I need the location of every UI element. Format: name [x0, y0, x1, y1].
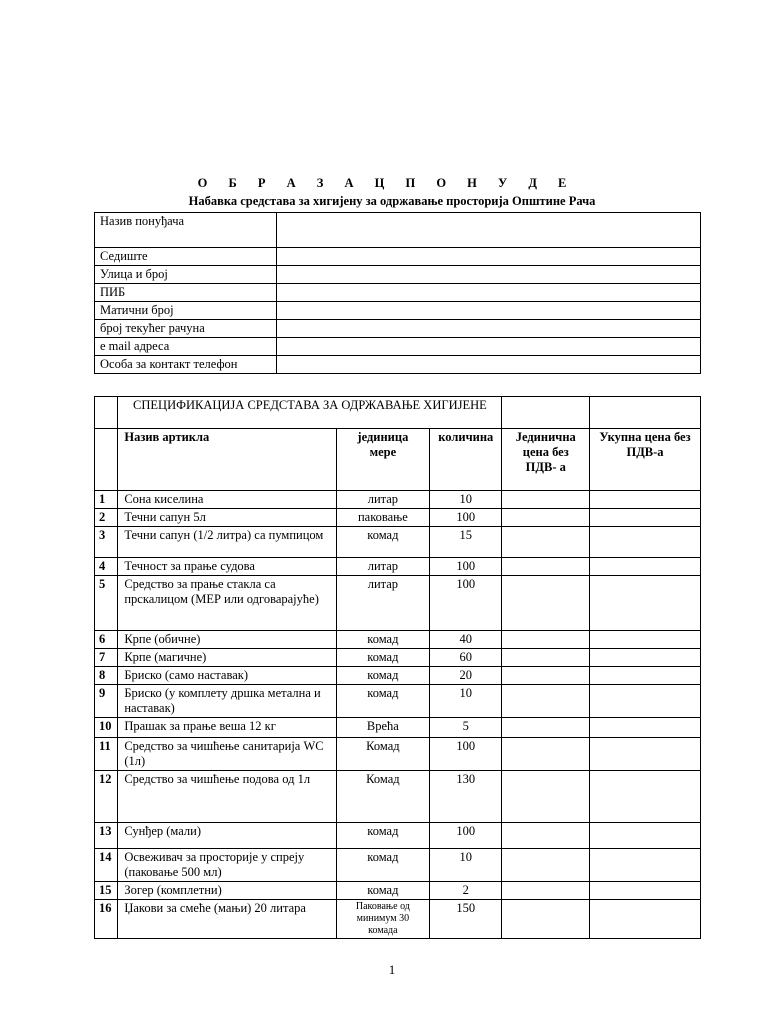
table-row — [95, 667, 701, 685]
info-value-cell[interactable] — [277, 266, 701, 284]
item-number: 15 — [95, 882, 118, 900]
table-row — [95, 631, 701, 649]
item-name: Средство за прање стакла са прскалицом (МЕР или одговарајуће) — [118, 576, 336, 631]
table-row — [95, 823, 701, 849]
item-number: 13 — [95, 823, 118, 849]
item-unit: комад — [336, 649, 429, 667]
item-unit: Врећа — [336, 718, 429, 738]
item-name: Течност за прање судова — [118, 558, 336, 576]
item-total-price-cell[interactable] — [590, 685, 701, 718]
item-unit-price-cell[interactable] — [502, 771, 590, 823]
info-label: број текућег рачуна — [95, 320, 277, 338]
item-quantity: 100 — [430, 823, 502, 849]
item-total-price-cell[interactable] — [590, 771, 701, 823]
specification-table — [94, 396, 701, 939]
table-row — [95, 576, 701, 631]
table-row — [95, 527, 701, 558]
item-number: 14 — [95, 849, 118, 882]
form-subtitle: Набавка средстава за хигијену за одржавање просторија Општине Рача — [188, 194, 596, 208]
item-quantity: 100 — [430, 576, 502, 631]
item-number: 6 — [95, 631, 118, 649]
item-unit-price-cell[interactable] — [502, 823, 590, 849]
col-header-unit-price: Јединична цена без ПДВ- а — [502, 429, 590, 491]
item-quantity: 10 — [430, 849, 502, 882]
item-number: 4 — [95, 558, 118, 576]
table-row — [95, 509, 701, 527]
item-name: Крпе (магичне) — [118, 649, 336, 667]
item-quantity: 5 — [430, 718, 502, 738]
item-name: Прашак за прање веша 12 кг — [118, 718, 336, 738]
item-unit: комад — [336, 882, 429, 900]
item-unit-price-cell[interactable] — [502, 738, 590, 771]
item-total-price-cell[interactable] — [590, 558, 701, 576]
item-unit: комад — [336, 631, 429, 649]
item-quantity: 100 — [430, 558, 502, 576]
info-value-cell[interactable] — [277, 284, 701, 302]
bidder-info-table — [94, 212, 701, 374]
item-quantity: 10 — [430, 491, 502, 509]
info-label: Особа за контакт телефон — [95, 356, 277, 374]
item-total-price-cell[interactable] — [590, 823, 701, 849]
item-number: 3 — [95, 527, 118, 558]
info-label: Матични број — [95, 302, 277, 320]
col-header-unit: јединица мере — [336, 429, 429, 491]
item-name: Сона киселина — [118, 491, 336, 509]
table-row — [95, 882, 701, 900]
item-total-price-cell[interactable] — [590, 718, 701, 738]
table-row — [95, 738, 701, 771]
table-row — [95, 491, 701, 509]
item-number: 1 — [95, 491, 118, 509]
item-total-price-cell[interactable] — [590, 491, 701, 509]
item-quantity: 40 — [430, 631, 502, 649]
item-number: 10 — [95, 718, 118, 738]
item-total-price-cell[interactable] — [590, 738, 701, 771]
item-quantity: 130 — [430, 771, 502, 823]
item-unit: литар — [336, 576, 429, 631]
item-unit-price-cell[interactable] — [502, 509, 590, 527]
item-name: Течни сапун (1/2 литра) са пумпицом — [118, 527, 336, 558]
spec-heading: СПЕЦИФИКАЦИЈА СРЕДСТАВА ЗА ОДРЖАВАЊЕ ХИГИЈЕНЕ — [118, 397, 502, 429]
item-quantity: 60 — [430, 649, 502, 667]
item-unit-price-cell[interactable] — [502, 849, 590, 882]
info-label: ПИБ — [95, 284, 277, 302]
item-number: 2 — [95, 509, 118, 527]
item-total-price-cell[interactable] — [590, 882, 701, 900]
item-unit-price-cell[interactable] — [502, 882, 590, 900]
info-value-cell[interactable] — [277, 248, 701, 266]
item-unit: комад — [336, 527, 429, 558]
table-row — [95, 685, 701, 718]
spec-heading-blank — [502, 397, 590, 429]
item-total-price-cell[interactable] — [590, 667, 701, 685]
item-name: Зогер (комплетни) — [118, 882, 336, 900]
item-number: 12 — [95, 771, 118, 823]
item-unit-price-cell[interactable] — [502, 527, 590, 558]
item-unit: комад — [336, 667, 429, 685]
item-unit-price-cell[interactable] — [502, 491, 590, 509]
item-quantity: 2 — [430, 882, 502, 900]
item-quantity: 100 — [430, 738, 502, 771]
item-name: Течни сапун 5л — [118, 509, 336, 527]
page-number: 1 — [388, 962, 396, 977]
item-total-price-cell[interactable] — [590, 649, 701, 667]
item-unit: комад — [336, 685, 429, 718]
item-unit: литар — [336, 558, 429, 576]
item-unit: комад — [336, 849, 429, 882]
info-value-cell[interactable] — [277, 338, 701, 356]
item-unit-price-cell[interactable] — [502, 900, 590, 939]
item-total-price-cell[interactable] — [590, 900, 701, 939]
table-row — [95, 849, 701, 882]
col-header-total: Укупна цена без ПДВ-а — [590, 429, 701, 491]
info-value-cell[interactable] — [277, 302, 701, 320]
info-label: Седиште — [95, 248, 277, 266]
item-quantity: 20 — [430, 667, 502, 685]
item-number: 8 — [95, 667, 118, 685]
info-value-cell[interactable] — [277, 213, 701, 248]
spec-heading-blank — [590, 397, 701, 429]
info-value-cell[interactable] — [277, 356, 701, 374]
col-header-qty: количина — [430, 429, 502, 491]
table-row — [95, 649, 701, 667]
table-row — [95, 771, 701, 823]
item-unit-price-cell[interactable] — [502, 667, 590, 685]
item-unit: Комад — [336, 771, 429, 823]
item-name: Бриско (у комплету дршка метална и наставак) — [118, 685, 336, 718]
item-total-price-cell[interactable] — [590, 631, 701, 649]
item-name: Бриско (само наставак) — [118, 667, 336, 685]
item-unit-price-cell[interactable] — [502, 649, 590, 667]
item-number: 7 — [95, 649, 118, 667]
item-unit: паковање — [336, 509, 429, 527]
item-unit-price-cell[interactable] — [502, 558, 590, 576]
spec-heading-blank — [95, 397, 118, 429]
info-label: e mail адреса — [95, 338, 277, 356]
spec-rows — [95, 491, 701, 939]
item-number: 11 — [95, 738, 118, 771]
item-name: Средство за чишћење санитарија WC (1л) — [118, 738, 336, 771]
item-quantity: 150 — [430, 900, 502, 939]
info-value-cell[interactable] — [277, 320, 701, 338]
item-unit: литар — [336, 491, 429, 509]
info-label: Назив понуђача — [95, 213, 277, 248]
item-quantity: 10 — [430, 685, 502, 718]
info-label: Улица и број — [95, 266, 277, 284]
table-row — [95, 900, 701, 939]
item-unit: Паковање од минимум 30 комада — [336, 900, 429, 939]
item-name: Освеживач за просторије у спреју (паковање 500 мл) — [118, 849, 336, 882]
item-unit-price-cell[interactable] — [502, 576, 590, 631]
item-unit-price-cell[interactable] — [502, 631, 590, 649]
item-total-price-cell[interactable] — [590, 576, 701, 631]
item-name: Крпе (обичне) — [118, 631, 336, 649]
item-unit-price-cell[interactable] — [502, 685, 590, 718]
item-name: Џакови за смеће (мањи) 20 литара — [118, 900, 336, 939]
col-header-no — [95, 429, 118, 491]
item-number: 9 — [95, 685, 118, 718]
form-title: О Б Р А З А Ц П О Н У Д Е — [197, 176, 571, 190]
item-total-price-cell[interactable] — [590, 509, 701, 527]
item-name: Сунђер (мали) — [118, 823, 336, 849]
item-name: Средство за чишћење подова од 1л — [118, 771, 336, 823]
item-quantity: 100 — [430, 509, 502, 527]
item-number: 16 — [95, 900, 118, 939]
table-row — [95, 718, 701, 738]
item-quantity: 15 — [430, 527, 502, 558]
item-unit: Комад — [336, 738, 429, 771]
item-unit-price-cell[interactable] — [502, 718, 590, 738]
item-number: 5 — [95, 576, 118, 631]
item-total-price-cell[interactable] — [590, 527, 701, 558]
item-total-price-cell[interactable] — [590, 849, 701, 882]
table-row — [95, 558, 701, 576]
item-unit: комад — [336, 823, 429, 849]
col-header-name: Назив артикла — [118, 429, 336, 491]
